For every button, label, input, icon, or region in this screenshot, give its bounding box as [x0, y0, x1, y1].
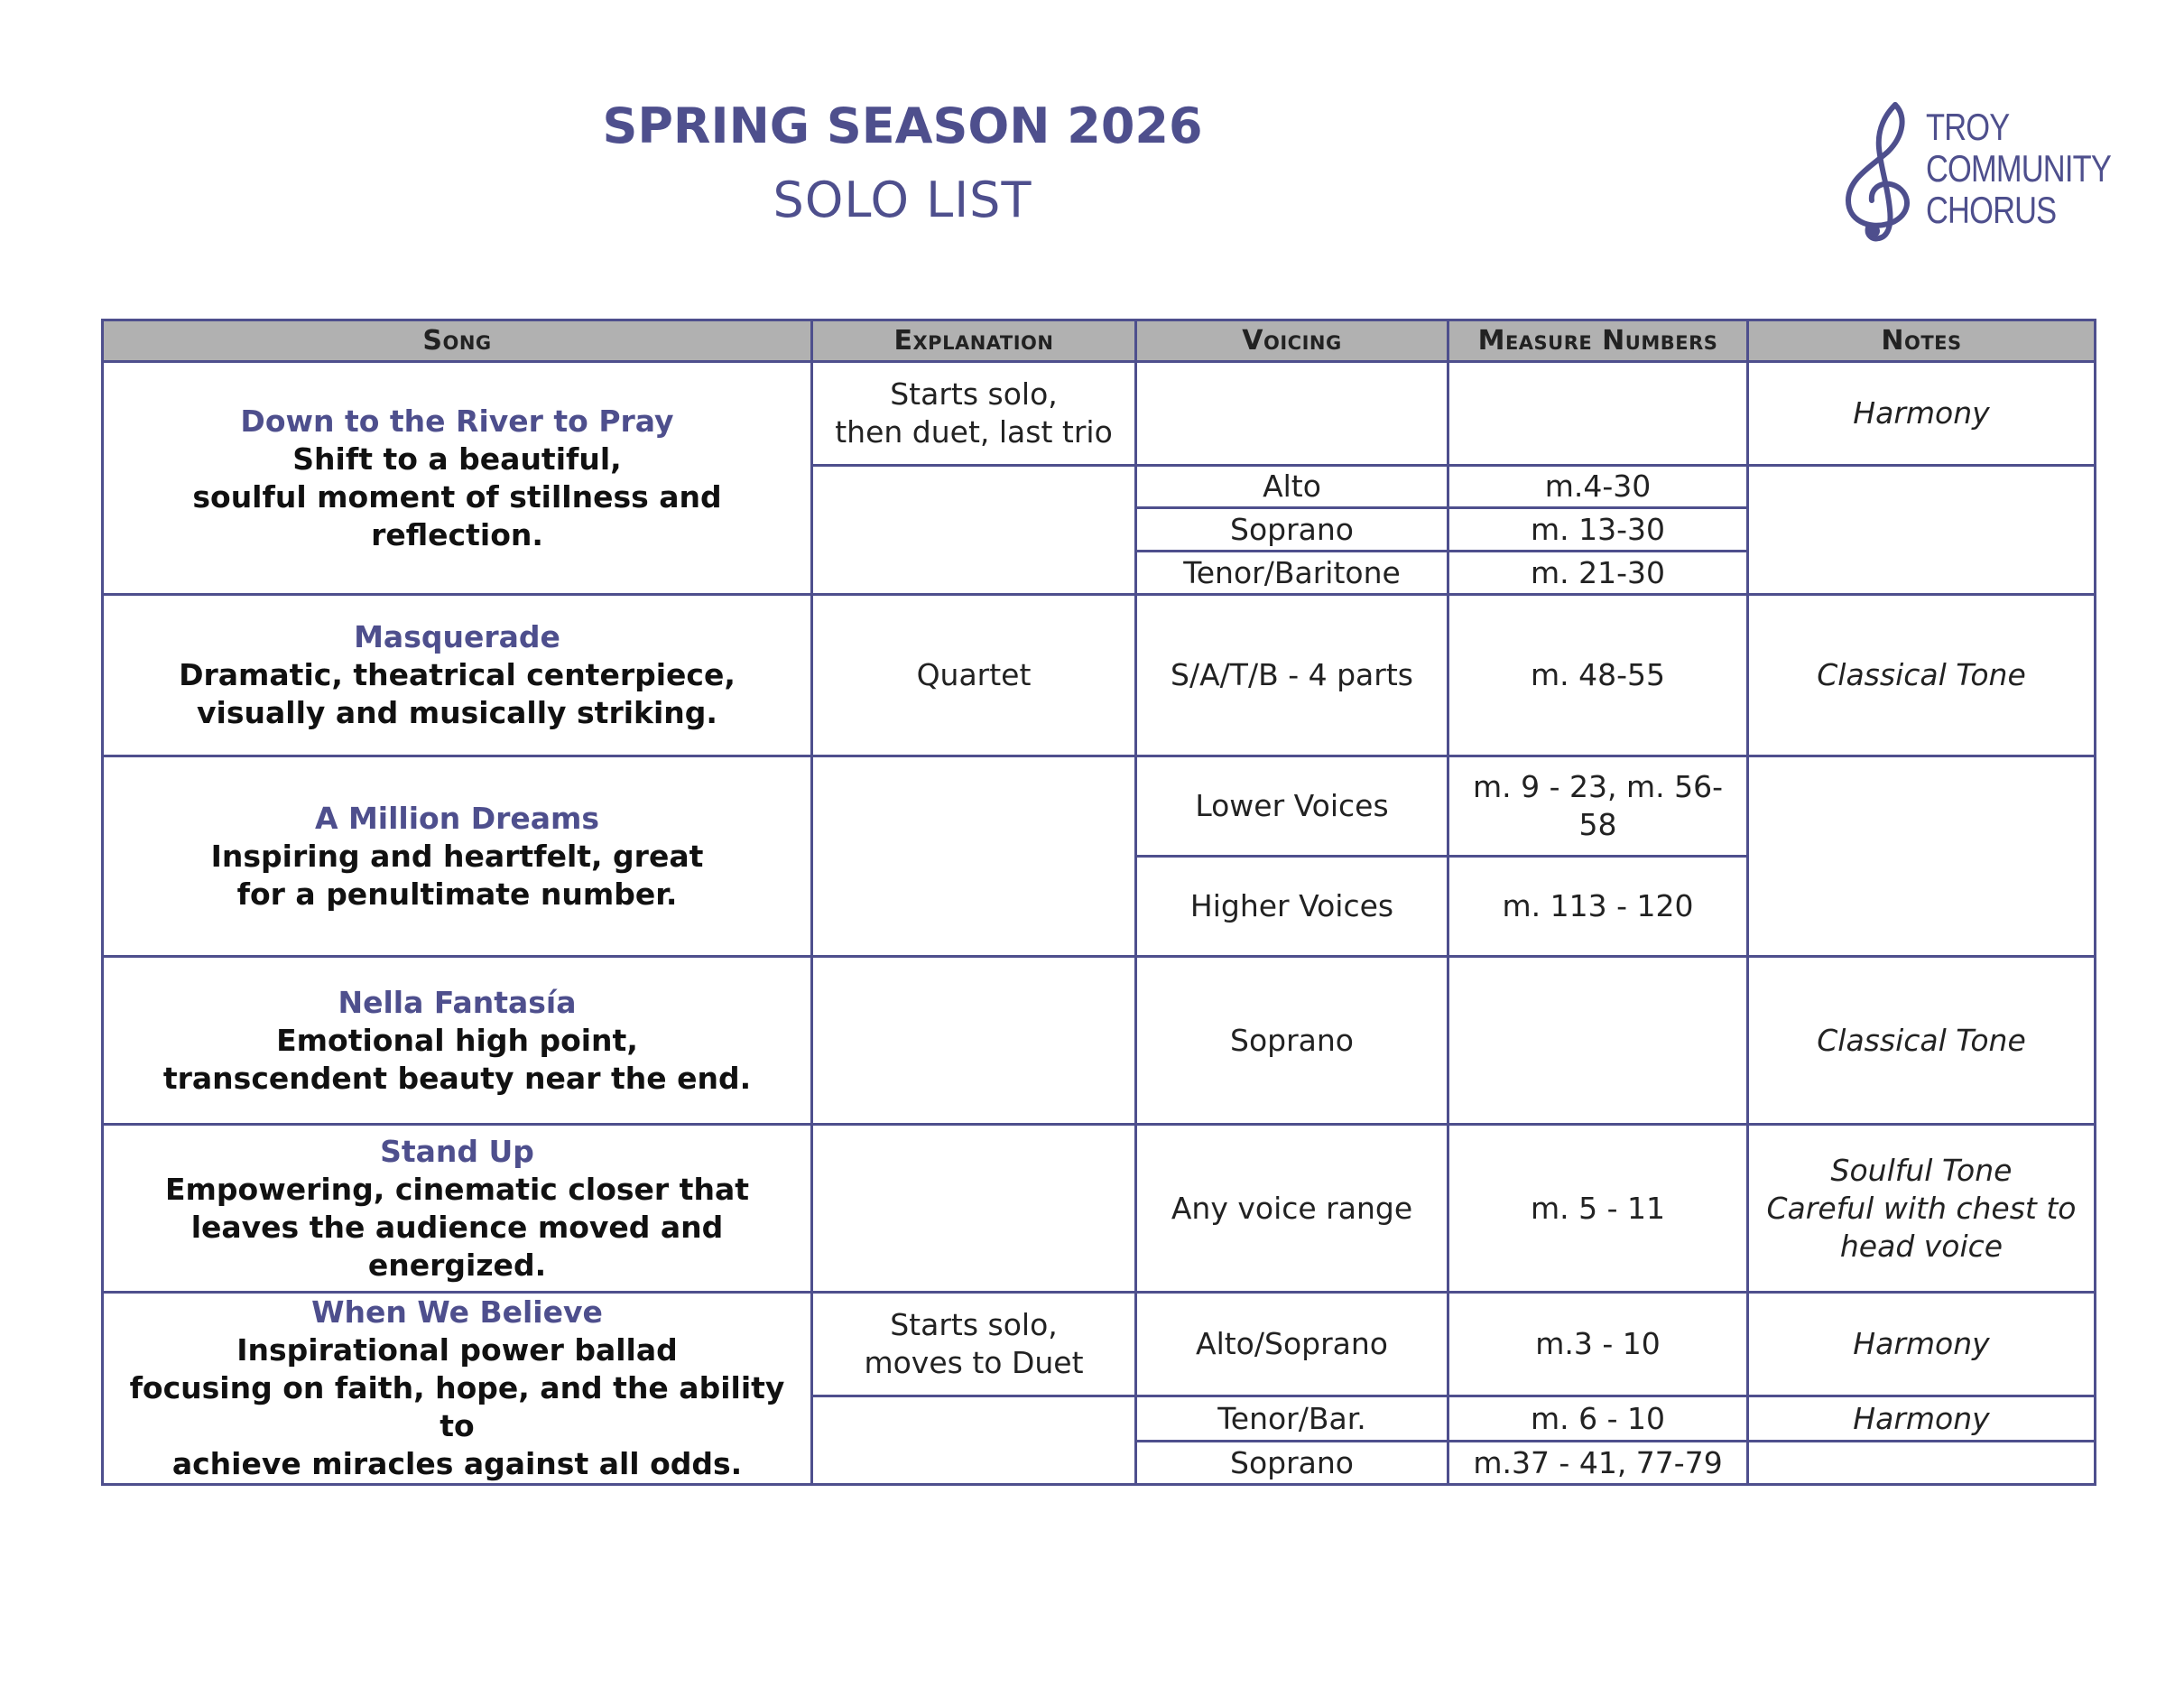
- explanation-cell: [812, 756, 1136, 957]
- explanation-cell: [812, 957, 1136, 1125]
- header-voicing: Voicing: [1136, 320, 1448, 362]
- song-description: for a penultimate number.: [236, 876, 678, 912]
- table-header-row: [103, 320, 2096, 362]
- song-description: Inspiring and heartfelt, great: [210, 838, 704, 874]
- measures-cell: m.4-30: [1448, 466, 1748, 508]
- voicing-cell: Tenor/Bar.: [1136, 1396, 1448, 1442]
- measures-cell: m. 13-30: [1448, 508, 1748, 552]
- notes-cell: [1748, 466, 2096, 595]
- song-description: Inspirational power ballad: [236, 1332, 678, 1368]
- voicing-cell: S/A/T/B - 4 parts: [1136, 595, 1448, 756]
- voicing-cell: Lower Voices: [1136, 756, 1448, 857]
- table-row: [103, 595, 2096, 756]
- song-description: Shift to a beautiful,: [292, 441, 622, 477]
- table-row: [103, 1125, 2096, 1293]
- measures-cell: [1448, 957, 1748, 1125]
- logo-line-1: TROY: [1926, 106, 2010, 148]
- voicing-cell: Any voice range: [1136, 1125, 1448, 1293]
- song-description: transcendent beauty near the end.: [162, 1060, 752, 1096]
- explanation-cell: [812, 362, 1136, 466]
- voicing-cell: Soprano: [1136, 508, 1448, 552]
- notes-cell: Harmony: [1748, 1293, 2096, 1396]
- explanation-cell: [812, 466, 1136, 595]
- song-title: A Million Dreams: [314, 800, 600, 836]
- notes-cell: [1748, 756, 2096, 957]
- measures-cell: m.37 - 41, 77-79: [1448, 1442, 1748, 1485]
- table-row: [103, 957, 2096, 1125]
- explanation-text: Starts solo,: [890, 376, 1058, 412]
- song-description: visually and musically striking.: [197, 695, 717, 730]
- song-description: achieve miracles against all odds.: [171, 1446, 743, 1481]
- header-explanation: Explanation: [812, 320, 1136, 362]
- note-text: head voice: [1839, 1228, 2004, 1264]
- song-description: leaves the audience moved and energized.: [190, 1209, 724, 1283]
- explanation-text: then duet, last trio: [835, 414, 1113, 450]
- logo-line-2: COMMUNITY: [1926, 147, 2111, 190]
- explanation-cell: Quartet: [812, 595, 1136, 756]
- note-text: Careful with chest to: [1766, 1190, 2077, 1226]
- measures-cell: m. 6 - 10: [1448, 1396, 1748, 1442]
- explanation-cell: [812, 1125, 1136, 1293]
- header-notes: Notes: [1748, 320, 2096, 362]
- song-title: Stand Up: [380, 1133, 534, 1169]
- header-measure-numbers: Measure Numbers: [1448, 320, 1748, 362]
- measures-cell: [1448, 362, 1748, 466]
- song-description: soulful moment of stillness and reflection.: [192, 478, 722, 552]
- explanation-cell: [812, 1293, 1136, 1396]
- measures-cell: m. 21-30: [1448, 552, 1748, 595]
- song-description: Emotional high point,: [276, 1022, 638, 1058]
- table-row: [103, 1293, 2096, 1396]
- voicing-cell: Higher Voices: [1136, 857, 1448, 957]
- voicing-cell: Alto/Soprano: [1136, 1293, 1448, 1396]
- notes-cell: Classical Tone: [1748, 595, 2096, 756]
- notes-cell: [1748, 1442, 2096, 1485]
- voicing-cell: Alto: [1136, 466, 1448, 508]
- song-cell: [103, 756, 812, 957]
- song-title: Masquerade: [354, 619, 560, 654]
- measures-cell: m. 9 - 23, m. 56-58: [1448, 756, 1748, 857]
- song-cell: [103, 957, 812, 1125]
- page-title: SPRING SEASON 2026: [602, 97, 1203, 154]
- note-text: Soulful Tone: [1830, 1152, 2013, 1188]
- explanation-text: moves to Duet: [864, 1345, 1084, 1380]
- song-description: focusing on faith, hope, and the ability to: [129, 1370, 785, 1443]
- song-description: Empowering, cinematic closer that: [165, 1171, 749, 1207]
- voicing-cell: [1136, 362, 1448, 466]
- song-title: When We Believe: [311, 1294, 603, 1330]
- notes-cell: Harmony: [1748, 362, 2096, 466]
- measures-cell: m. 48-55: [1448, 595, 1748, 756]
- treble-clef-icon: [1832, 101, 1931, 246]
- explanation-text: Starts solo,: [890, 1307, 1058, 1342]
- voicing-cell: Tenor/Baritone: [1136, 552, 1448, 595]
- notes-cell: Classical Tone: [1748, 957, 2096, 1125]
- voicing-cell: Soprano: [1136, 957, 1448, 1125]
- header-song: Song: [103, 320, 812, 362]
- song-description: Dramatic, theatrical centerpiece,: [179, 657, 736, 692]
- explanation-cell: [812, 1396, 1136, 1485]
- measures-cell: m. 113 - 120: [1448, 857, 1748, 957]
- song-cell: [103, 362, 812, 595]
- song-cell: [103, 1125, 812, 1293]
- page-subtitle: SOLO LIST: [773, 172, 1032, 228]
- measures-cell: m. 5 - 11: [1448, 1125, 1748, 1293]
- table-row: [103, 756, 2096, 857]
- solo-table: [101, 319, 2096, 1486]
- table-row: [103, 362, 2096, 466]
- song-cell: [103, 1293, 812, 1485]
- voicing-cell: Soprano: [1136, 1442, 1448, 1485]
- song-title: Nella Fantasía: [338, 984, 577, 1020]
- song-cell: [103, 595, 812, 756]
- chorus-logo: [1832, 101, 2111, 246]
- logo-line-3: CHORUS: [1926, 189, 2057, 231]
- notes-cell: [1748, 1125, 2096, 1293]
- song-title: Down to the River to Pray: [240, 403, 674, 439]
- measures-cell: m.3 - 10: [1448, 1293, 1748, 1396]
- notes-cell: Harmony: [1748, 1396, 2096, 1442]
